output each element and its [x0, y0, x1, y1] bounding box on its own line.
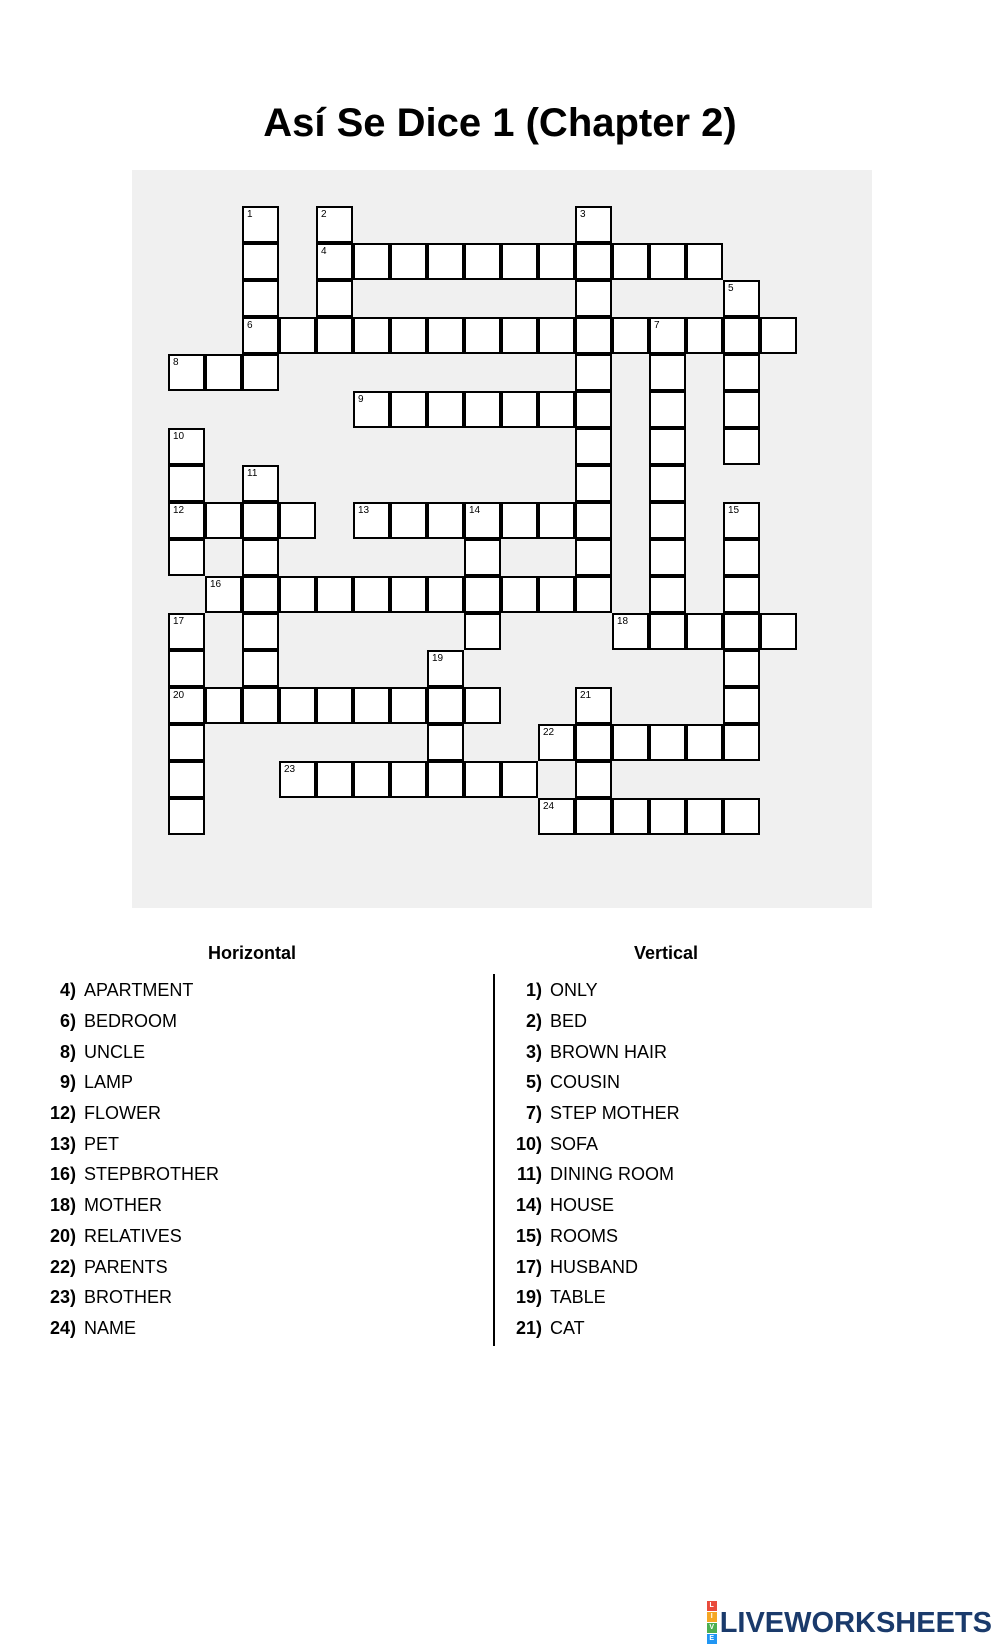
- grid-cell[interactable]: [353, 761, 390, 798]
- clue-number: 7): [525, 1103, 542, 1124]
- grid-cell[interactable]: [242, 317, 279, 354]
- grid-cell[interactable]: [686, 724, 723, 761]
- clue-text: ROOMS: [550, 1225, 619, 1246]
- grid-cell[interactable]: [390, 391, 427, 428]
- grid-cell[interactable]: [538, 724, 575, 761]
- grid-cell[interactable]: [723, 650, 760, 687]
- clue-text: STEP MOTHER: [550, 1103, 680, 1124]
- cell-number: 24: [543, 801, 555, 812]
- clue-number: 23): [49, 1287, 76, 1308]
- clue-number: 12): [49, 1103, 76, 1124]
- clue-text: UNCLE: [84, 1041, 146, 1062]
- grid-cell[interactable]: [390, 761, 427, 798]
- clue-item: [40, 1251, 219, 1282]
- grid-cell[interactable]: [390, 687, 427, 724]
- logo-letter: E: [707, 1634, 717, 1644]
- clue-item: [506, 975, 680, 1006]
- grid-cell[interactable]: [316, 317, 353, 354]
- clue-text: DINING ROOM: [550, 1164, 674, 1185]
- clue-item: [506, 1190, 680, 1221]
- grid-cell[interactable]: [427, 502, 464, 539]
- grid-cell[interactable]: [575, 761, 612, 798]
- grid-cell[interactable]: [464, 576, 501, 613]
- grid-cell[interactable]: [723, 317, 760, 354]
- grid-cell[interactable]: [353, 576, 390, 613]
- grid-cell[interactable]: [242, 576, 279, 613]
- clue-item: [506, 1098, 680, 1129]
- grid-cell[interactable]: [205, 354, 242, 391]
- grid-cell[interactable]: [242, 280, 279, 317]
- grid-cell[interactable]: [649, 576, 686, 613]
- crossword-grid-panel: [132, 170, 872, 908]
- grid-cell[interactable]: [723, 724, 760, 761]
- clue-number: 4): [59, 980, 76, 1001]
- grid-cell[interactable]: [390, 502, 427, 539]
- grid-cell[interactable]: [538, 391, 575, 428]
- grid-cell[interactable]: [575, 576, 612, 613]
- clue-number: 11): [516, 1164, 542, 1185]
- grid-cell[interactable]: [723, 576, 760, 613]
- grid-cell[interactable]: [649, 465, 686, 502]
- clue-number: 24): [49, 1317, 76, 1338]
- grid-cell[interactable]: [575, 206, 612, 243]
- grid-cell[interactable]: [464, 391, 501, 428]
- clue-text: BROTHER: [84, 1287, 173, 1308]
- grid-cell[interactable]: [427, 391, 464, 428]
- grid-cell[interactable]: [464, 243, 501, 280]
- grid-cell[interactable]: [464, 317, 501, 354]
- grid-cell[interactable]: [279, 502, 316, 539]
- clue-item: [40, 1221, 219, 1252]
- grid-cell[interactable]: [686, 243, 723, 280]
- grid-cell[interactable]: [575, 280, 612, 317]
- cell-number: 1: [247, 209, 253, 220]
- clue-number: 15): [515, 1225, 542, 1246]
- cell-number: 4: [321, 246, 327, 257]
- cell-number: 8: [173, 357, 179, 368]
- liveworksheets-logo-icon: [707, 1601, 717, 1645]
- clue-item: [40, 1282, 219, 1313]
- grid-cell[interactable]: [279, 317, 316, 354]
- grid-cell[interactable]: [575, 539, 612, 576]
- clue-item: [40, 1067, 219, 1098]
- grid-cell[interactable]: [427, 317, 464, 354]
- clue-number: 17): [515, 1256, 542, 1277]
- grid-cell[interactable]: [686, 317, 723, 354]
- clue-text: BROWN HAIR: [550, 1041, 667, 1062]
- grid-cell[interactable]: [649, 613, 686, 650]
- grid-cell[interactable]: [390, 243, 427, 280]
- grid-cell[interactable]: [316, 243, 353, 280]
- clue-number: 2): [525, 1011, 542, 1032]
- clue-item: [40, 1159, 219, 1190]
- vertical-heading: Vertical: [633, 943, 699, 963]
- grid-cell[interactable]: [168, 502, 205, 539]
- grid-cell[interactable]: [649, 539, 686, 576]
- cell-number: 22: [543, 727, 555, 738]
- clue-text: APARTMENT: [84, 980, 194, 1001]
- grid-cell[interactable]: [612, 798, 649, 835]
- grid-cell[interactable]: [723, 354, 760, 391]
- clue-item: [506, 1251, 680, 1282]
- grid-cell[interactable]: [501, 576, 538, 613]
- grid-cell[interactable]: [464, 502, 501, 539]
- page-title: Así Se Dice 1 (Chapter 2): [263, 101, 737, 145]
- grid-cell[interactable]: [316, 687, 353, 724]
- brand-text: LIVEWORKSHEETS: [719, 1606, 992, 1639]
- cell-number: 16: [210, 579, 222, 590]
- grid-cell[interactable]: [723, 539, 760, 576]
- grid-cell[interactable]: [575, 724, 612, 761]
- grid-cell[interactable]: [649, 502, 686, 539]
- grid-cell[interactable]: [205, 687, 242, 724]
- grid-cell[interactable]: [242, 613, 279, 650]
- grid-cell[interactable]: [612, 724, 649, 761]
- grid-cell[interactable]: [575, 391, 612, 428]
- grid-cell[interactable]: [168, 687, 205, 724]
- clue-item: [506, 1313, 680, 1344]
- clue-text: CAT: [550, 1317, 585, 1338]
- grid-cell[interactable]: [427, 576, 464, 613]
- clue-text: BED: [550, 1011, 588, 1032]
- grid-cell[interactable]: [427, 687, 464, 724]
- cell-number: 18: [617, 616, 629, 627]
- cell-number: 17: [173, 616, 185, 627]
- logo-letter: L: [707, 1601, 717, 1611]
- grid-cell[interactable]: [538, 576, 575, 613]
- clue-number: 13): [49, 1133, 76, 1154]
- grid-cell[interactable]: [242, 243, 279, 280]
- grid-cell[interactable]: [575, 798, 612, 835]
- clue-item: [506, 1006, 680, 1037]
- grid-cell[interactable]: [723, 391, 760, 428]
- grid-cell[interactable]: [649, 724, 686, 761]
- grid-cell[interactable]: [353, 391, 390, 428]
- clue-text: HOUSE: [550, 1195, 615, 1216]
- grid-cell[interactable]: [205, 576, 242, 613]
- clue-text: ONLY: [550, 980, 598, 1001]
- cell-number: 2: [321, 209, 327, 220]
- grid-cell[interactable]: [316, 206, 353, 243]
- grid-cell[interactable]: [575, 317, 612, 354]
- grid-cell[interactable]: [686, 798, 723, 835]
- grid-cell[interactable]: [242, 206, 279, 243]
- clue-text: NAME: [84, 1317, 137, 1338]
- clue-number: 8): [59, 1041, 76, 1062]
- clue-divider: [493, 974, 495, 1346]
- grid-cell[interactable]: [723, 428, 760, 465]
- cell-number: 23: [284, 764, 296, 775]
- grid-cell[interactable]: [279, 761, 316, 798]
- grid-cell[interactable]: [575, 687, 612, 724]
- grid-cell[interactable]: [242, 502, 279, 539]
- clue-item: [40, 1006, 219, 1037]
- grid-cell[interactable]: [501, 391, 538, 428]
- cell-number: 12: [173, 505, 185, 516]
- cell-number: 21: [580, 690, 592, 701]
- grid-cell[interactable]: [649, 243, 686, 280]
- clue-item: [506, 1282, 680, 1313]
- cell-number: 20: [173, 690, 185, 701]
- clue-item: [40, 975, 219, 1006]
- grid-cell[interactable]: [464, 613, 501, 650]
- clue-number: 3): [525, 1041, 542, 1062]
- grid-cell[interactable]: [723, 687, 760, 724]
- clue-text: HUSBAND: [550, 1256, 639, 1277]
- grid-cell[interactable]: [168, 428, 205, 465]
- horizontal-heading: Horizontal: [208, 943, 296, 963]
- grid-cell[interactable]: [279, 687, 316, 724]
- grid-cell[interactable]: [575, 465, 612, 502]
- grid-cell[interactable]: [538, 798, 575, 835]
- grid-cell[interactable]: [649, 317, 686, 354]
- grid-cell[interactable]: [464, 687, 501, 724]
- grid-cell[interactable]: [575, 354, 612, 391]
- grid-cell[interactable]: [316, 576, 353, 613]
- cell-number: 10: [173, 431, 185, 442]
- grid-cell[interactable]: [501, 317, 538, 354]
- clue-number: 6): [59, 1011, 76, 1032]
- grid-cell[interactable]: [242, 354, 279, 391]
- cell-number: 14: [469, 505, 481, 516]
- grid-cell[interactable]: [575, 243, 612, 280]
- grid-cell[interactable]: [353, 317, 390, 354]
- grid-cell[interactable]: [316, 280, 353, 317]
- grid-cell[interactable]: [279, 576, 316, 613]
- clue-text: MOTHER: [84, 1195, 162, 1216]
- grid-cell[interactable]: [612, 613, 649, 650]
- clue-number: 16): [49, 1164, 76, 1185]
- clue-item: [506, 1159, 680, 1190]
- grid-cell[interactable]: [575, 428, 612, 465]
- grid-cell[interactable]: [649, 354, 686, 391]
- grid-cell[interactable]: [316, 761, 353, 798]
- grid-cell[interactable]: [612, 243, 649, 280]
- grid-cell[interactable]: [649, 428, 686, 465]
- clue-number: 18): [49, 1195, 76, 1216]
- grid-cell[interactable]: [168, 650, 205, 687]
- grid-cell[interactable]: [168, 724, 205, 761]
- grid-cell[interactable]: [501, 761, 538, 798]
- grid-cell[interactable]: [427, 243, 464, 280]
- clue-item: [40, 1190, 219, 1221]
- grid-cell[interactable]: [427, 650, 464, 687]
- grid-cell[interactable]: [242, 687, 279, 724]
- clue-item: [40, 1128, 219, 1159]
- cell-number: 19: [432, 653, 444, 664]
- grid-cell[interactable]: [427, 724, 464, 761]
- grid-cell[interactable]: [760, 317, 797, 354]
- clue-item: [40, 1098, 219, 1129]
- clue-item: [506, 1128, 680, 1159]
- grid-cell[interactable]: [760, 613, 797, 650]
- clue-text: COUSIN: [550, 1072, 621, 1093]
- grid-cell[interactable]: [242, 465, 279, 502]
- clue-text: STEPBROTHER: [84, 1164, 220, 1185]
- grid-cell[interactable]: [427, 761, 464, 798]
- clue-text: FLOWER: [84, 1103, 162, 1124]
- cell-number: 7: [654, 320, 660, 331]
- clue-text: RELATIVES: [84, 1225, 182, 1246]
- clue-number: 19): [515, 1287, 542, 1308]
- grid-cell[interactable]: [723, 613, 760, 650]
- grid-cell[interactable]: [205, 502, 242, 539]
- grid-cell[interactable]: [686, 613, 723, 650]
- grid-cell[interactable]: [612, 317, 649, 354]
- clue-number: 9): [59, 1072, 76, 1093]
- grid-cell[interactable]: [353, 502, 390, 539]
- logo-letter: I: [707, 1612, 717, 1622]
- grid-cell[interactable]: [242, 650, 279, 687]
- clue-number: 14): [515, 1195, 542, 1216]
- clue-number: 5): [525, 1072, 542, 1093]
- logo-letter: V: [707, 1623, 717, 1633]
- grid-cell[interactable]: [723, 502, 760, 539]
- grid-cell[interactable]: [501, 243, 538, 280]
- clue-item: [40, 1036, 219, 1067]
- cell-number: 3: [580, 209, 586, 220]
- clue-text: TABLE: [550, 1287, 606, 1308]
- grid-cell[interactable]: [464, 761, 501, 798]
- grid-cell[interactable]: [390, 576, 427, 613]
- clue-text: PET: [84, 1133, 120, 1154]
- clue-item: [506, 1036, 680, 1067]
- clue-item: [506, 1221, 680, 1252]
- grid-cell[interactable]: [168, 539, 205, 576]
- grid-cell[interactable]: [538, 502, 575, 539]
- grid-cell[interactable]: [168, 354, 205, 391]
- cell-number: 11: [247, 468, 258, 479]
- vertical-clue-list: [506, 975, 680, 1343]
- cell-number: 15: [728, 505, 740, 516]
- grid-cell[interactable]: [538, 243, 575, 280]
- cell-number: 13: [358, 505, 370, 516]
- grid-cell[interactable]: [501, 502, 538, 539]
- clue-number: 20): [49, 1225, 76, 1246]
- grid-cell[interactable]: [723, 798, 760, 835]
- cell-number: 6: [247, 320, 253, 331]
- clue-text: SOFA: [550, 1133, 599, 1154]
- cell-number: 9: [358, 394, 364, 405]
- clue-item: [40, 1313, 219, 1344]
- clue-number: 22): [49, 1256, 76, 1277]
- grid-cell[interactable]: [464, 539, 501, 576]
- clue-text: BEDROOM: [84, 1011, 178, 1032]
- grid-cell[interactable]: [353, 687, 390, 724]
- grid-cell[interactable]: [168, 761, 205, 798]
- grid-cell[interactable]: [168, 798, 205, 835]
- horizontal-clue-list: [40, 975, 219, 1343]
- clue-text: PARENTS: [84, 1256, 168, 1277]
- grid-cell[interactable]: [168, 465, 205, 502]
- liveworksheets-brand: [707, 1602, 992, 1642]
- clue-item: [506, 1067, 680, 1098]
- clue-number: 1): [525, 980, 542, 1001]
- grid-cell[interactable]: [649, 391, 686, 428]
- clue-number: 21): [515, 1317, 542, 1338]
- cell-number: 5: [728, 283, 734, 294]
- grid-cell[interactable]: [538, 317, 575, 354]
- clue-number: 10): [515, 1133, 542, 1154]
- grid-cell[interactable]: [390, 317, 427, 354]
- grid-cell[interactable]: [649, 798, 686, 835]
- grid-cell[interactable]: [168, 613, 205, 650]
- grid-cell[interactable]: [575, 502, 612, 539]
- grid-cell[interactable]: [353, 243, 390, 280]
- clue-text: LAMP: [84, 1072, 134, 1093]
- grid-cell[interactable]: [242, 539, 279, 576]
- grid-cell[interactable]: [723, 280, 760, 317]
